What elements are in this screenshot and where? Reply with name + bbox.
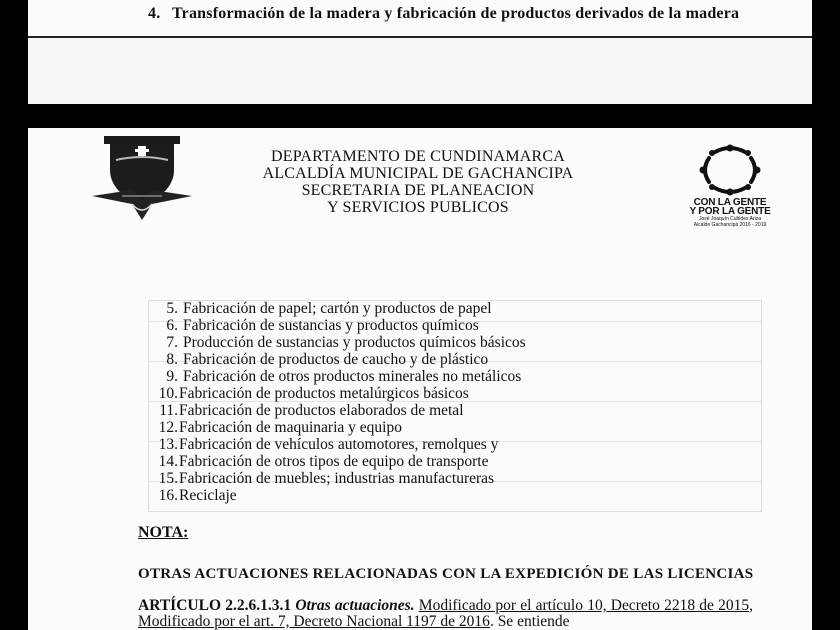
article-paragraph [138, 598, 753, 630]
services-line: Y SERVICIOS PUBLICOS [327, 199, 509, 216]
separator: , [749, 597, 754, 614]
mayor-office-line: ALCALDÍA MUNICIPAL DE GACHANCIPA [262, 165, 574, 182]
list-item-4 [148, 4, 748, 23]
list-item: 7. Producción de sustancias y productos químicos básicos [166, 334, 526, 351]
list-item-number: 4. [148, 5, 161, 22]
modification-1: Modificado por el artículo 10, Decreto 2218 de 2015 [418, 597, 750, 614]
list-item: 9. Fabricación de otros productos minerales no metálicos [166, 368, 522, 385]
campaign-logo [688, 142, 772, 228]
list-item-text: Transformación de la madera y fabricación de productos derivados de la madera [172, 5, 740, 22]
previous-page-fragment [28, 0, 812, 104]
article-number: ARTÍCULO 2.2.6.1.3.1 [138, 597, 292, 614]
logo-slogan-1: CON LA GENTE [693, 197, 767, 208]
section-title: OTRAS ACTUACIONES RELACIONADAS CON LA EXPEDICIÓN DE LAS LICENCIAS [138, 566, 754, 582]
list-item: 10.Fabricación de productos metalúrgicos básicos [158, 385, 469, 402]
activity-list [158, 300, 658, 504]
blank-area [28, 38, 812, 104]
list-item: 14.Fabricación de otros tipos de equipo de transporte [158, 453, 489, 470]
article-title: Otras actuaciones. [295, 597, 415, 614]
list-item: 15.Fabricación de muebles; industrias manufactureras [158, 470, 495, 487]
list-item: 12.Fabricación de maquinaria y equipo [158, 419, 402, 436]
list-item: 5. Fabricación de papel; cartón y productos de papel [166, 300, 492, 317]
list-item: 16.Reciclaje [158, 487, 237, 504]
list-item: 6. Fabricación de sustancias y productos químicos [166, 317, 479, 334]
document-page [28, 128, 812, 630]
logo-mayor-term: Alcalde Gachancipá 2016 - 2019 [693, 222, 767, 228]
list-item: 11.Fabricación de productos elaborados de metal [159, 402, 464, 419]
logo-slogan-2: Y POR LA GENTE [689, 206, 771, 217]
coat-of-arms-icon [92, 130, 192, 231]
previous-page-text-clip [28, 0, 812, 30]
article-continuation: . Se entiende [489, 613, 570, 630]
note-heading: NOTA: [138, 524, 189, 541]
people-circle-icon [695, 142, 765, 198]
letterhead [248, 148, 588, 216]
list-item: 8. Fabricación de productos de caucho y de plástico [166, 351, 489, 368]
list-item: 13.Fabricación de vehículos automotores, remolques y [158, 436, 499, 453]
department-line: DEPARTAMENTO DE CUNDINAMARCA [270, 148, 566, 165]
logo-mayor-name: José Joaquín Cubides Ariza [699, 216, 761, 222]
modification-2: Modificado por el art. 7, Decreto Nacional 1197 de 2016 [138, 613, 490, 630]
secretariat-line: SECRETARIA DE PLANEACION [301, 182, 535, 199]
